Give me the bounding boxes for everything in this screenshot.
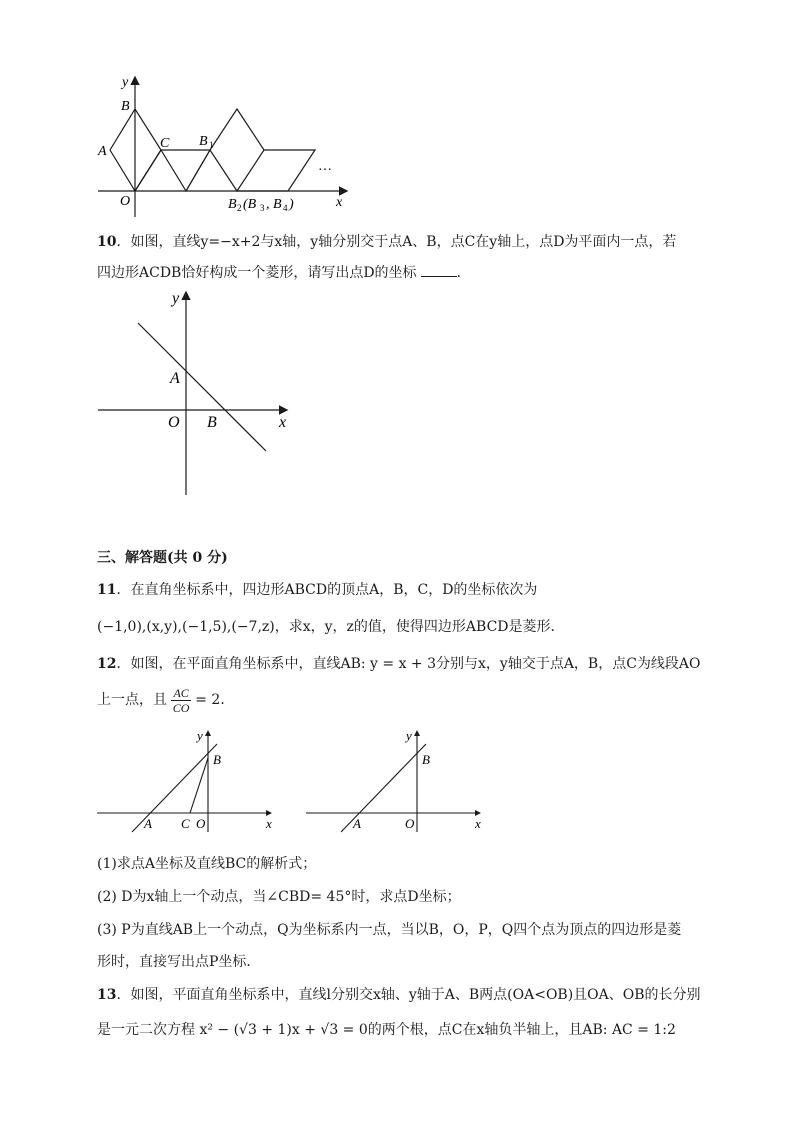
- rhombus-4: [237, 150, 315, 191]
- label-B2-group: [228, 197, 294, 213]
- q12f2-label-x: x: [475, 816, 481, 831]
- q13-text-1: ．如图，平面直角坐标系中，直线l分别交x轴、y轴于A、B两点(OA<OB)且OA、OB的长分别: [116, 987, 701, 1003]
- q10-answer-blank[interactable]: [421, 262, 457, 277]
- label-x: x: [336, 195, 343, 210]
- q13-line2: 是一元二次方程 x² − (√3 + 1)x + √3 = 0的两个根，点C在x轴负半轴上，且AB: AC = 1:2: [97, 1022, 676, 1038]
- label-y: y: [122, 75, 129, 90]
- q13-number: 13: [97, 987, 117, 1003]
- q12-fraction: [171, 686, 190, 715]
- section-3-title: 三、解答题(共 0 分): [97, 550, 228, 566]
- q12-sub3a: (3) P为直线AB上一个动点，Q为坐标系内一点，当以B，O，P，Q四个点为顶点的四边形是菱: [97, 922, 682, 938]
- q12-text-2-pre: 上一点，且: [97, 692, 167, 708]
- rhombus-chain-figure: [90, 72, 360, 217]
- q12f1-label-A: A: [144, 816, 152, 831]
- q12f2-y-arrow: [414, 730, 420, 736]
- svg-text:B: B: [228, 197, 237, 212]
- svg-text:4: 4: [283, 203, 288, 213]
- q10-line2: [97, 262, 471, 283]
- q10-text-1: ．如图，直线y=−x+2与x轴，y轴分别交于点A、B，点C在y轴上，点D为平面内一点，若: [116, 234, 677, 250]
- q10-line-AB: [138, 323, 266, 451]
- q12f2-label-B: B: [422, 752, 430, 767]
- q12-figure-2: [303, 726, 488, 836]
- q11-line1: [97, 580, 537, 600]
- q12-line2: [97, 685, 234, 715]
- q10-label-y: y: [172, 290, 180, 307]
- q12-frac-numerator: AC: [173, 685, 189, 700]
- q12f1-label-B: B: [213, 752, 221, 767]
- q11-number: 11: [97, 582, 117, 598]
- label-ellipsis: …: [318, 159, 332, 174]
- q12-sub2: (2) D为x轴上一个动点，当∠CBD= 45°时，求点D坐标；: [97, 889, 461, 905]
- q12-sub3b: 形时，直接写出点P坐标．: [97, 954, 261, 970]
- svg-text:(B: (B: [243, 197, 257, 212]
- q10-number: 10: [97, 234, 117, 250]
- q12f2-label-y: y: [406, 728, 412, 743]
- q13-line1: [97, 985, 701, 1005]
- rhombus-2: [135, 150, 210, 191]
- q12f1-label-C: C: [181, 816, 190, 831]
- q12-figure-1: [94, 726, 279, 836]
- label-B1-sub: 1: [209, 140, 214, 150]
- q10-label-B: B: [207, 414, 217, 431]
- q11-text-1: ．在直角坐标系中，四边形ABCD的顶点A，B，C，D的坐标依次为: [116, 582, 538, 598]
- q11-line2: (−1,0),(x,y),(−1,5),(−7,z)，求x，y，z的值，使得四边形ABCD是菱形．: [97, 619, 565, 635]
- q12f1-label-x: x: [266, 816, 272, 831]
- label-A: A: [98, 144, 107, 159]
- q12-number: 12: [97, 656, 117, 672]
- svg-text:, B: , B: [266, 197, 282, 212]
- q12-text-1: ．如图，在平面直角坐标系中，直线AB: y = x + 3分别与x，y轴交于点A，B，点C为线段AO: [116, 656, 701, 672]
- q12-frac-denominator: CO: [172, 700, 190, 715]
- q10-text-2: 四边形ACDB恰好构成一个菱形，请写出点D的坐标: [97, 265, 417, 281]
- svg-text:): ): [289, 197, 294, 212]
- q12-line1: [97, 654, 701, 674]
- q10-figure: [94, 285, 299, 500]
- q12f2-label-A: A: [353, 816, 361, 831]
- label-B1: B: [199, 134, 208, 149]
- label-B: B: [121, 99, 130, 114]
- q10-label-x: x: [279, 414, 287, 431]
- q10-label-A: A: [170, 370, 180, 387]
- svg-text:3: 3: [260, 203, 265, 213]
- q10-label-O: O: [168, 414, 180, 431]
- q12f1-label-O: O: [196, 816, 206, 831]
- q12-sub1: (1)求点A坐标及直线BC的解析式；: [97, 856, 317, 872]
- label-O: O: [120, 194, 131, 209]
- label-C: C: [160, 136, 170, 151]
- q10-line1: [97, 232, 676, 252]
- q12f2-label-O: O: [405, 816, 415, 831]
- q12-text-2-post: = 2．: [195, 692, 235, 708]
- q10-text-2-end: ．: [456, 265, 471, 281]
- q12f1-label-y: y: [197, 728, 203, 743]
- q12f1-line-BC: [190, 758, 208, 813]
- svg-text:2: 2: [237, 203, 242, 213]
- q12f1-y-arrow: [205, 730, 211, 736]
